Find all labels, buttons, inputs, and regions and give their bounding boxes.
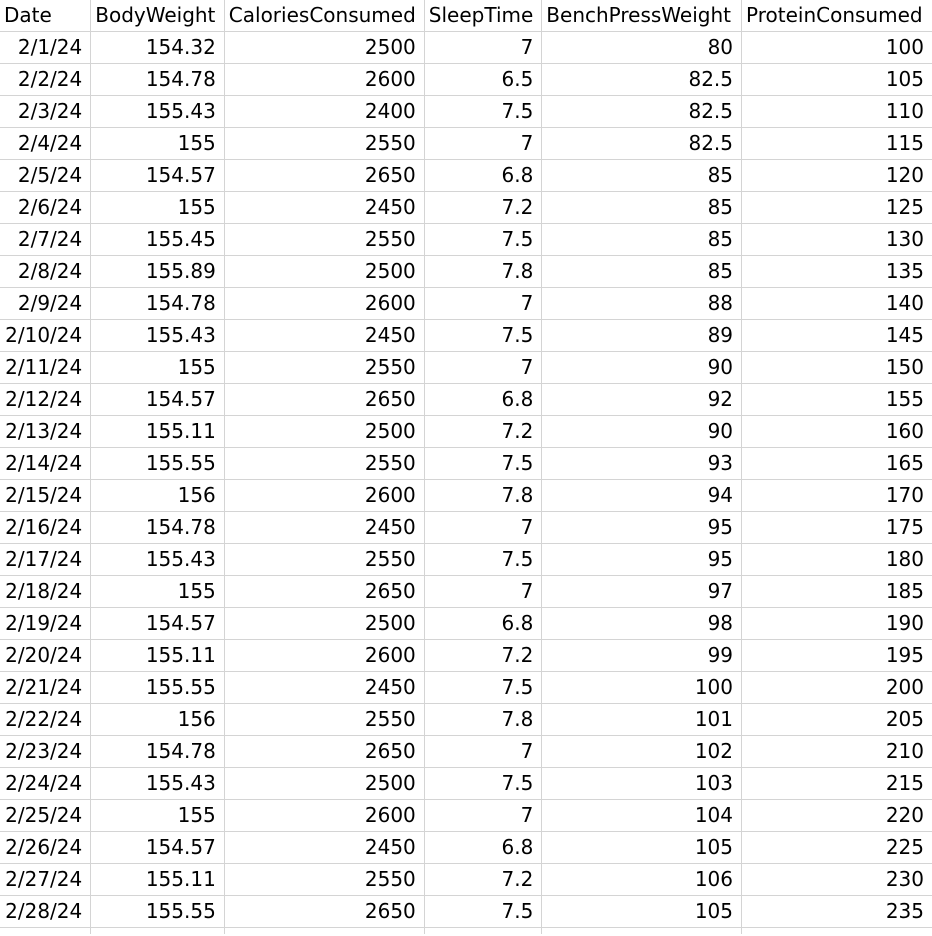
cell-calories[interactable]: 2550 <box>224 864 424 896</box>
table-row <box>0 192 932 224</box>
cell-calories[interactable]: 2550 <box>224 544 424 576</box>
cell-bench[interactable]: 88 <box>542 288 742 320</box>
cell-date[interactable]: 2/28/24 <box>0 896 91 928</box>
cell-bodyweight[interactable]: 154.78 <box>91 736 225 768</box>
column-header-bodyweight[interactable]: BodyWeight <box>91 0 225 32</box>
cell-sleep[interactable]: 7.2 <box>424 192 542 224</box>
cell-date[interactable]: 2/1/24 <box>0 32 91 64</box>
cell-bodyweight[interactable]: 155.55 <box>91 448 225 480</box>
cell-bench[interactable]: 101 <box>542 704 742 736</box>
cell-bodyweight[interactable]: 155.43 <box>91 768 225 800</box>
cell-protein[interactable]: 100 <box>742 32 932 64</box>
cell-bench[interactable]: 94 <box>542 480 742 512</box>
cell-bodyweight[interactable]: 154.57 <box>91 832 225 864</box>
cell-calories[interactable]: 2650 <box>224 160 424 192</box>
cell-bodyweight[interactable]: 155.11 <box>91 640 225 672</box>
cell-bodyweight[interactable]: 155.11 <box>91 416 225 448</box>
cell-sleep[interactable]: 7.5 <box>424 896 542 928</box>
cell-protein[interactable]: 140 <box>742 288 932 320</box>
cell-bodyweight[interactable]: 155.43 <box>91 96 225 128</box>
table-row <box>0 768 932 800</box>
cell-sleep[interactable]: 7.5 <box>424 672 542 704</box>
cell-calories[interactable]: 2600 <box>224 64 424 96</box>
cell-calories[interactable]: 2450 <box>224 832 424 864</box>
cell-protein[interactable]: 115 <box>742 128 932 160</box>
cell-sleep[interactable]: 7 <box>424 128 542 160</box>
cell-sleep[interactable]: 7.2 <box>424 864 542 896</box>
partial-row <box>0 928 932 934</box>
cell-protein[interactable]: 200 <box>742 672 932 704</box>
table-row <box>0 416 932 448</box>
table-row <box>0 480 932 512</box>
table-row <box>0 96 932 128</box>
cell-protein[interactable]: 165 <box>742 448 932 480</box>
cell-calories[interactable]: 2500 <box>224 416 424 448</box>
cell-sleep[interactable]: 6.5 <box>424 64 542 96</box>
cell-calories[interactable]: 2450 <box>224 320 424 352</box>
column-header-calories[interactable]: CaloriesConsumed <box>224 0 424 32</box>
cell-bench[interactable]: 85 <box>542 192 742 224</box>
cell-protein[interactable]: 135 <box>742 256 932 288</box>
cell-bench[interactable]: 102 <box>542 736 742 768</box>
cell-date[interactable]: 2/15/24 <box>0 480 91 512</box>
cell-bench[interactable]: 105 <box>542 896 742 928</box>
cell-date[interactable]: 2/14/24 <box>0 448 91 480</box>
cell-date[interactable]: 2/25/24 <box>0 800 91 832</box>
header-row <box>0 0 932 32</box>
cell-sleep[interactable]: 7 <box>424 288 542 320</box>
cell-calories[interactable]: 2500 <box>224 768 424 800</box>
cell-calories[interactable]: 2450 <box>224 192 424 224</box>
cell-sleep[interactable]: 6.8 <box>424 384 542 416</box>
cell-calories[interactable]: 2550 <box>224 352 424 384</box>
cell-protein[interactable]: 105 <box>742 64 932 96</box>
cell-calories[interactable]: 2500 <box>224 608 424 640</box>
cell-protein[interactable]: 235 <box>742 896 932 928</box>
column-header-protein[interactable]: ProteinConsumed <box>742 0 932 32</box>
cell-calories[interactable]: 2550 <box>224 448 424 480</box>
cell-date[interactable]: 2/16/24 <box>0 512 91 544</box>
empty-cell[interactable] <box>224 928 424 934</box>
cell-date[interactable]: 2/17/24 <box>0 544 91 576</box>
table-row <box>0 544 932 576</box>
cell-date[interactable]: 2/8/24 <box>0 256 91 288</box>
empty-cell[interactable] <box>0 928 91 934</box>
cell-calories[interactable]: 2650 <box>224 736 424 768</box>
cell-bench[interactable]: 95 <box>542 544 742 576</box>
cell-bodyweight[interactable]: 154.57 <box>91 160 225 192</box>
cell-bodyweight[interactable]: 154.78 <box>91 512 225 544</box>
cell-bench[interactable]: 80 <box>542 32 742 64</box>
table-row <box>0 352 932 384</box>
cell-bench[interactable]: 106 <box>542 864 742 896</box>
cell-protein[interactable]: 160 <box>742 416 932 448</box>
cell-sleep[interactable]: 7 <box>424 736 542 768</box>
cell-bodyweight[interactable]: 154.78 <box>91 288 225 320</box>
cell-protein[interactable]: 150 <box>742 352 932 384</box>
table-row <box>0 288 932 320</box>
cell-bench[interactable]: 85 <box>542 224 742 256</box>
cell-protein[interactable]: 175 <box>742 512 932 544</box>
cell-bench[interactable]: 104 <box>542 800 742 832</box>
cell-sleep[interactable]: 7.8 <box>424 704 542 736</box>
cell-protein[interactable]: 210 <box>742 736 932 768</box>
cell-date[interactable]: 2/21/24 <box>0 672 91 704</box>
cell-bench[interactable]: 90 <box>542 352 742 384</box>
cell-sleep[interactable]: 7 <box>424 800 542 832</box>
cell-date[interactable]: 2/11/24 <box>0 352 91 384</box>
cell-bench[interactable]: 85 <box>542 256 742 288</box>
cell-bodyweight[interactable]: 155 <box>91 800 225 832</box>
cell-bench[interactable]: 105 <box>542 832 742 864</box>
cell-protein[interactable]: 225 <box>742 832 932 864</box>
cell-calories[interactable]: 2550 <box>224 128 424 160</box>
table-row <box>0 384 932 416</box>
cell-protein[interactable]: 110 <box>742 96 932 128</box>
cell-bodyweight[interactable]: 155.55 <box>91 896 225 928</box>
cell-protein[interactable]: 120 <box>742 160 932 192</box>
cell-calories[interactable]: 2600 <box>224 640 424 672</box>
cell-calories[interactable]: 2600 <box>224 288 424 320</box>
cell-bench[interactable]: 98 <box>542 608 742 640</box>
cell-calories[interactable]: 2650 <box>224 896 424 928</box>
table-row <box>0 64 932 96</box>
cell-bench[interactable]: 85 <box>542 160 742 192</box>
table-row <box>0 32 932 64</box>
cell-protein[interactable]: 215 <box>742 768 932 800</box>
table-row <box>0 512 932 544</box>
cell-bodyweight[interactable]: 156 <box>91 480 225 512</box>
cell-date[interactable]: 2/27/24 <box>0 864 91 896</box>
cell-protein[interactable]: 205 <box>742 704 932 736</box>
cell-bench[interactable]: 89 <box>542 320 742 352</box>
cell-bench[interactable]: 90 <box>542 416 742 448</box>
cell-bench[interactable]: 92 <box>542 384 742 416</box>
cell-protein[interactable]: 195 <box>742 640 932 672</box>
cell-date[interactable]: 2/22/24 <box>0 704 91 736</box>
table-row <box>0 800 932 832</box>
cell-date[interactable]: 2/4/24 <box>0 128 91 160</box>
table-row <box>0 256 932 288</box>
cell-date[interactable]: 2/12/24 <box>0 384 91 416</box>
table-row <box>0 224 932 256</box>
cell-calories[interactable]: 2500 <box>224 256 424 288</box>
cell-bench[interactable]: 95 <box>542 512 742 544</box>
cell-calories[interactable]: 2500 <box>224 32 424 64</box>
table-row <box>0 896 932 928</box>
cell-date[interactable]: 2/3/24 <box>0 96 91 128</box>
cell-bodyweight[interactable]: 154.32 <box>91 32 225 64</box>
empty-cell[interactable] <box>424 928 542 934</box>
table-row <box>0 320 932 352</box>
cell-bodyweight[interactable]: 155.55 <box>91 672 225 704</box>
empty-cell[interactable] <box>91 928 225 934</box>
cell-calories[interactable]: 2450 <box>224 672 424 704</box>
cell-date[interactable]: 2/13/24 <box>0 416 91 448</box>
empty-cell[interactable] <box>742 928 932 934</box>
cell-sleep[interactable]: 6.8 <box>424 608 542 640</box>
cell-bodyweight[interactable]: 155.89 <box>91 256 225 288</box>
cell-sleep[interactable]: 7.2 <box>424 640 542 672</box>
cell-calories[interactable]: 2550 <box>224 704 424 736</box>
cell-date[interactable]: 2/6/24 <box>0 192 91 224</box>
cell-date[interactable]: 2/18/24 <box>0 576 91 608</box>
empty-cell[interactable] <box>542 928 742 934</box>
cell-protein[interactable]: 185 <box>742 576 932 608</box>
cell-bodyweight[interactable]: 155 <box>91 576 225 608</box>
cell-bench[interactable]: 82.5 <box>542 128 742 160</box>
cell-calories[interactable]: 2650 <box>224 576 424 608</box>
cell-calories[interactable]: 2400 <box>224 96 424 128</box>
cell-bodyweight[interactable]: 155.11 <box>91 864 225 896</box>
cell-bodyweight[interactable]: 156 <box>91 704 225 736</box>
cell-sleep[interactable]: 7.2 <box>424 416 542 448</box>
column-header-bench[interactable]: BenchPressWeight <box>542 0 742 32</box>
cell-date[interactable]: 2/5/24 <box>0 160 91 192</box>
cell-sleep[interactable]: 7 <box>424 352 542 384</box>
cell-sleep[interactable]: 7 <box>424 32 542 64</box>
cell-calories[interactable]: 2650 <box>224 384 424 416</box>
cell-sleep[interactable]: 6.8 <box>424 832 542 864</box>
table-row <box>0 832 932 864</box>
cell-bench[interactable]: 82.5 <box>542 64 742 96</box>
cell-sleep[interactable]: 7 <box>424 512 542 544</box>
cell-calories[interactable]: 2600 <box>224 480 424 512</box>
cell-bodyweight[interactable]: 154.57 <box>91 384 225 416</box>
cell-date[interactable]: 2/19/24 <box>0 608 91 640</box>
cell-protein[interactable]: 170 <box>742 480 932 512</box>
cell-sleep[interactable]: 6.8 <box>424 160 542 192</box>
cell-date[interactable]: 2/7/24 <box>0 224 91 256</box>
cell-calories[interactable]: 2600 <box>224 800 424 832</box>
cell-bench[interactable]: 93 <box>542 448 742 480</box>
cell-bench[interactable]: 99 <box>542 640 742 672</box>
cell-bench[interactable]: 100 <box>542 672 742 704</box>
cell-calories[interactable]: 2450 <box>224 512 424 544</box>
cell-sleep[interactable]: 7.5 <box>424 448 542 480</box>
cell-bench[interactable]: 82.5 <box>542 96 742 128</box>
table-row <box>0 448 932 480</box>
cell-sleep[interactable]: 7.5 <box>424 768 542 800</box>
table-row <box>0 736 932 768</box>
cell-protein[interactable]: 145 <box>742 320 932 352</box>
cell-sleep[interactable]: 7.8 <box>424 256 542 288</box>
table-row <box>0 160 932 192</box>
cell-protein[interactable]: 180 <box>742 544 932 576</box>
cell-date[interactable]: 2/9/24 <box>0 288 91 320</box>
cell-bodyweight[interactable]: 154.78 <box>91 64 225 96</box>
cell-protein[interactable]: 220 <box>742 800 932 832</box>
cell-bodyweight[interactable]: 154.57 <box>91 608 225 640</box>
column-header-sleep[interactable]: SleepTime <box>424 0 542 32</box>
cell-calories[interactable]: 2550 <box>224 224 424 256</box>
cell-bench[interactable]: 103 <box>542 768 742 800</box>
cell-protein[interactable]: 230 <box>742 864 932 896</box>
cell-protein[interactable]: 130 <box>742 224 932 256</box>
cell-bench[interactable]: 97 <box>542 576 742 608</box>
cell-protein[interactable]: 155 <box>742 384 932 416</box>
table-row <box>0 608 932 640</box>
cell-bodyweight[interactable]: 155 <box>91 128 225 160</box>
cell-protein[interactable]: 125 <box>742 192 932 224</box>
cell-sleep[interactable]: 7.5 <box>424 320 542 352</box>
cell-date[interactable]: 2/24/24 <box>0 768 91 800</box>
table-row <box>0 704 932 736</box>
cell-date[interactable]: 2/20/24 <box>0 640 91 672</box>
cell-date[interactable]: 2/2/24 <box>0 64 91 96</box>
cell-sleep[interactable]: 7.5 <box>424 96 542 128</box>
cell-sleep[interactable]: 7.5 <box>424 544 542 576</box>
cell-date[interactable]: 2/23/24 <box>0 736 91 768</box>
cell-date[interactable]: 2/26/24 <box>0 832 91 864</box>
cell-bodyweight[interactable]: 155.43 <box>91 544 225 576</box>
cell-sleep[interactable]: 7.5 <box>424 224 542 256</box>
table-row <box>0 640 932 672</box>
cell-sleep[interactable]: 7.8 <box>424 480 542 512</box>
cell-protein[interactable]: 190 <box>742 608 932 640</box>
column-header-date[interactable]: Date <box>0 0 91 32</box>
cell-date[interactable]: 2/10/24 <box>0 320 91 352</box>
cell-bodyweight[interactable]: 155.43 <box>91 320 225 352</box>
table-row <box>0 576 932 608</box>
table-row <box>0 128 932 160</box>
cell-sleep[interactable]: 7 <box>424 576 542 608</box>
cell-bodyweight[interactable]: 155 <box>91 352 225 384</box>
table-row <box>0 672 932 704</box>
cell-bodyweight[interactable]: 155.45 <box>91 224 225 256</box>
table-row <box>0 864 932 896</box>
cell-bodyweight[interactable]: 155 <box>91 192 225 224</box>
